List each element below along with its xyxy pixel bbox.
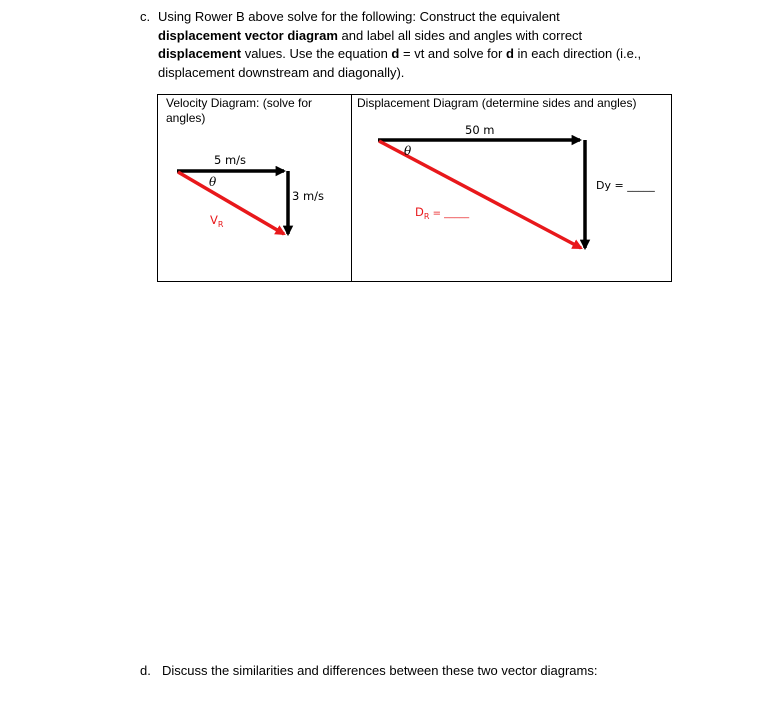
displacement-resultant-sub: R: [423, 212, 430, 221]
question-c-bold-run: displacement: [158, 46, 242, 61]
question-c-bold-run: d: [505, 46, 514, 61]
velocity-resultant-main: V: [210, 213, 218, 227]
question-c-run: displacement downstream and diagonally).: [158, 64, 405, 80]
question-c-run: values. Use the equation: [241, 46, 392, 61]
displacement-angle-label: θ: [404, 144, 412, 158]
question-c-bold-run: d: [391, 46, 400, 61]
velocity-header-line2: angles): [166, 111, 206, 125]
displacement-vertical-label: Dy = _____: [596, 179, 655, 192]
displacement-resultant-blank: = _____: [429, 208, 470, 219]
velocity-vertical-label: 3 m/s: [292, 189, 325, 203]
question-c-marker: c.: [140, 9, 151, 24]
displacement-diagram-header: Displacement Diagram (determine sides and angles): [357, 96, 637, 110]
displacement-resultant-label: [415, 205, 470, 221]
question-c-bold-run: displacement vector diagram: [158, 27, 338, 43]
question-d: [140, 663, 597, 678]
velocity-resultant-label: [210, 213, 224, 229]
displacement-horizontal-label: 50 m: [465, 123, 495, 137]
velocity-header-line1: Velocity Diagram: (solve for: [166, 96, 313, 110]
question-d-marker: d.: [140, 663, 151, 678]
velocity-horizontal-label: 5 m/s: [214, 153, 247, 167]
question-d-text: Discuss the similarities and differences between these two vector diagrams:: [162, 663, 598, 678]
question-c-run: in each direction (i.e.,: [513, 46, 642, 61]
question-c-run: Using Rower B above solve for the following: Construct the equivalent: [158, 9, 560, 24]
displacement-resultant-main: D: [415, 205, 424, 219]
velocity-resultant-sub: R: [217, 220, 224, 229]
velocity-resultant-arrow: [178, 172, 284, 234]
velocity-angle-label: θ: [209, 175, 217, 189]
question-c-run: = vt and solve for: [399, 46, 506, 61]
question-c-run: and label all sides and angles with correct: [337, 27, 583, 43]
